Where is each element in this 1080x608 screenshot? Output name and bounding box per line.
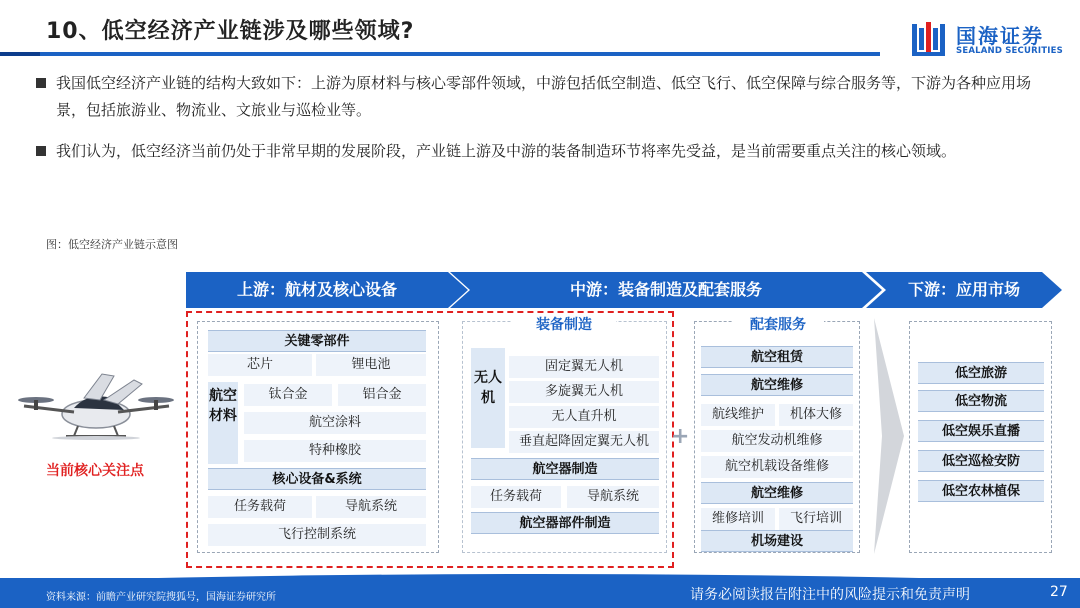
support-panel — [694, 321, 860, 553]
bullet-2 — [36, 138, 1046, 165]
figure-caption: 图：低空经济产业链示意图 — [46, 238, 178, 251]
square-bullet-icon — [36, 146, 46, 156]
bullet-1-text: 我国低空经济产业链的结构大致如下：上游为原材料与核心零部件领域，中游包括低空制造、低空飞行、低空保障与综合服务等，下游为各种应用场景，包括旅游业、物流业、文旅业与巡检业等。 — [56, 74, 1032, 119]
bullet-1 — [36, 70, 1046, 124]
manufacturing-panel — [462, 321, 667, 553]
downstream-item-logistics: 低空物流 — [918, 390, 1044, 412]
item-mfg-navigation: 导航系统 — [567, 486, 659, 508]
flow-arrow-icon — [872, 318, 906, 554]
item-overhaul: 机体大修 — [779, 404, 853, 426]
bullet-2-text: 我们认为，低空经济当前仍处于非常早期的发展阶段，产业链上游及中游的装备制造环节将率先受益，是当前需要重点关注的核心领域。 — [56, 142, 957, 160]
square-bullet-icon — [36, 78, 46, 88]
logo-text-cn: 国海证券 — [956, 24, 1044, 48]
item-titanium: 钛合金 — [244, 384, 332, 406]
item-flight-training: 飞行培训 — [779, 508, 853, 530]
item-vtol: 垂直起降固定翼无人机 — [509, 431, 659, 453]
item-helicopter: 无人直升机 — [509, 406, 659, 428]
maintenance2-header: 航空维修 — [701, 482, 853, 504]
stage-upstream-label: 上游：航材及核心设备 — [236, 280, 397, 299]
support-title: 配套服务 — [732, 314, 824, 334]
page-title: 10、低空经济产业链涉及哪些领域? — [46, 19, 415, 44]
manufacturing-title: 装备制造 — [512, 314, 616, 334]
parts-mfg-header: 航空器部件制造 — [471, 512, 659, 534]
item-rubber: 特种橡胶 — [244, 440, 426, 462]
item-navigation: 导航系统 — [316, 496, 426, 518]
stage-midstream-label: 中游：装备制造及配套服务 — [569, 280, 762, 299]
item-chip: 芯片 — [208, 354, 312, 376]
item-flight-control: 飞行控制系统 — [208, 524, 426, 546]
stage-upstream — [186, 272, 468, 308]
stage-downstream — [866, 272, 1062, 308]
maintenance-header: 航空维修 — [701, 374, 853, 396]
title-divider — [0, 52, 880, 56]
core-equipment-header: 核心设备&系统 — [208, 468, 426, 490]
downstream-item-entertainment: 低空娱乐直播 — [918, 420, 1044, 442]
item-engine-maint: 航空发动机维修 — [701, 430, 853, 452]
sealand-logo-icon — [910, 20, 950, 58]
materials-label: 航空材料 — [208, 382, 238, 464]
item-payload: 任务载荷 — [208, 496, 312, 518]
downstream-panel — [909, 321, 1052, 553]
item-line-maint: 航线维护 — [701, 404, 775, 426]
key-parts-header: 关键零部件 — [208, 330, 426, 352]
item-avionics-maint: 航空机载设备维修 — [701, 456, 853, 478]
upstream-panel — [197, 321, 439, 553]
stage-midstream — [450, 272, 882, 308]
item-battery: 锂电池 — [316, 354, 426, 376]
evtol-aircraft-icon — [14, 368, 179, 440]
downstream-item-tourism: 低空旅游 — [918, 362, 1044, 384]
company-logo — [910, 20, 1070, 60]
item-multi-rotor: 多旋翼无人机 — [509, 381, 659, 403]
item-coating: 航空涂料 — [244, 412, 426, 434]
downstream-item-agriculture: 低空农林植保 — [918, 480, 1044, 502]
stage-downstream-label: 下游：应用市场 — [907, 280, 1020, 299]
item-mfg-payload: 任务载荷 — [471, 486, 561, 508]
page-number: 27 — [1050, 584, 1068, 600]
plus-icon: + — [671, 424, 690, 449]
aircraft-mfg-header: 航空器制造 — [471, 458, 659, 480]
item-aluminum: 铝合金 — [338, 384, 426, 406]
logo-text-en: SEALAND SECURITIES — [956, 46, 1063, 56]
source-note: 资料来源：前瞻产业研究院搜狐号，国海证券研究所 — [46, 592, 276, 603]
item-fixed-wing: 固定翼无人机 — [509, 356, 659, 378]
title-divider-accent — [0, 52, 40, 56]
airport-header: 机场建设 — [701, 530, 853, 552]
downstream-item-inspection: 低空巡检安防 — [918, 450, 1044, 472]
item-maint-training: 维修培训 — [701, 508, 775, 530]
focus-label: 当前核心关注点 — [46, 463, 144, 479]
uav-label: 无人机 — [471, 348, 505, 448]
leasing-header: 航空租赁 — [701, 346, 853, 368]
disclaimer: 请务必阅读报告附注中的风险提示和免责声明 — [690, 587, 970, 603]
